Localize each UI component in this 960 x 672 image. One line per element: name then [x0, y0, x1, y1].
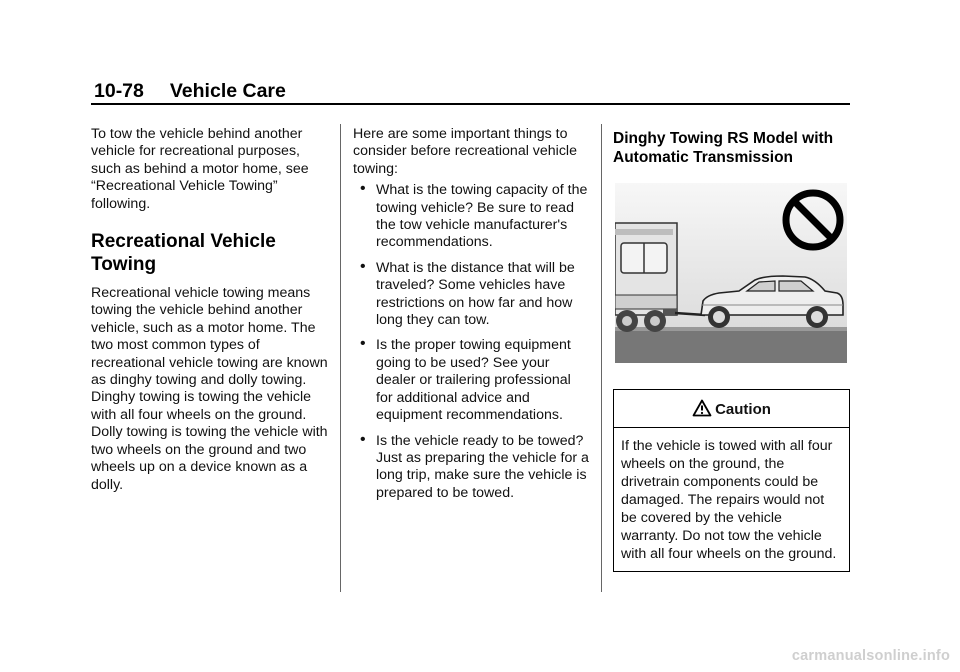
list-item: [353, 182, 591, 252]
bullet-icon: •: [360, 430, 366, 448]
chapter-title: Vehicle Care: [169, 80, 286, 102]
section-heading: Recreational Vehicle Towing: [91, 231, 276, 276]
bullet-icon: •: [360, 180, 366, 198]
caution-header: [614, 390, 849, 427]
column-1: [91, 126, 331, 494]
column-3: [613, 126, 853, 572]
subsection-heading: Dinghy Towing RS Model with Automatic Transmission: [613, 130, 834, 166]
list-item: [353, 257, 591, 330]
intro-paragraph: To tow the vehicle behind another vehicle for recreational purposes, such as behind a motor home, see “Recreational Vehicle Towing” following.: [91, 126, 309, 212]
list-item-text: What is the towing capacity of the towing vehicle? Be sure to read the tow vehicle manufacturer's recommendations.: [376, 182, 588, 251]
page-number: 10-78: [94, 80, 144, 102]
bullet-icon: •: [360, 335, 366, 353]
header-rule: [91, 103, 850, 105]
list-item: [353, 337, 591, 424]
caution-box: [613, 389, 850, 572]
dinghy-towing-illustration: [615, 183, 847, 363]
bullet-icon: •: [360, 257, 366, 275]
list-item: [353, 430, 591, 503]
caution-icon: [692, 399, 712, 417]
column-divider-2: [601, 124, 602, 592]
motor-home-graphic: [615, 223, 677, 332]
considerations-list: [353, 182, 591, 502]
column-2: [353, 126, 591, 510]
list-item-text: Is the proper towing equipment going to be used? See your dealer or trailering professional for additional advice and equipment recommendations.: [376, 337, 571, 424]
section-body: Recreational vehicle towing means towing the vehicle behind another vehicle, such as a motor home. The two most common types of recreational vehicle towing are known as dinghy towing and dolly towing. Dinghy towing is towing the vehicle with all four wheels on the ground. Dolly towing is towing the vehicle with two wheels on the ground and two wheels up on a device known as a dolly.: [91, 285, 328, 493]
list-item-text: What is the distance that will be traveled? Some vehicles have restrictions on how far and how long they can tow.: [376, 259, 575, 329]
caution-text: If the vehicle is towed with all four wheels on the ground, the drivetrain components could be damaged. The repairs would not be covered by the vehicle warranty. Do not tow the vehicle with all four wheels on the ground.: [621, 437, 837, 563]
column-divider-1: [340, 124, 341, 592]
list-item-text: Is the vehicle ready to be towed? Just as preparing the vehicle for a long trip, make sure the vehicle is prepared to be towed.: [376, 432, 589, 501]
page-header: [94, 80, 286, 103]
caution-title: Caution: [715, 401, 771, 419]
site-watermark: carmanualsonline.info: [791, 648, 950, 664]
considerations-intro: Here are some important things to consider before recreational vehicle towing:: [353, 126, 577, 177]
